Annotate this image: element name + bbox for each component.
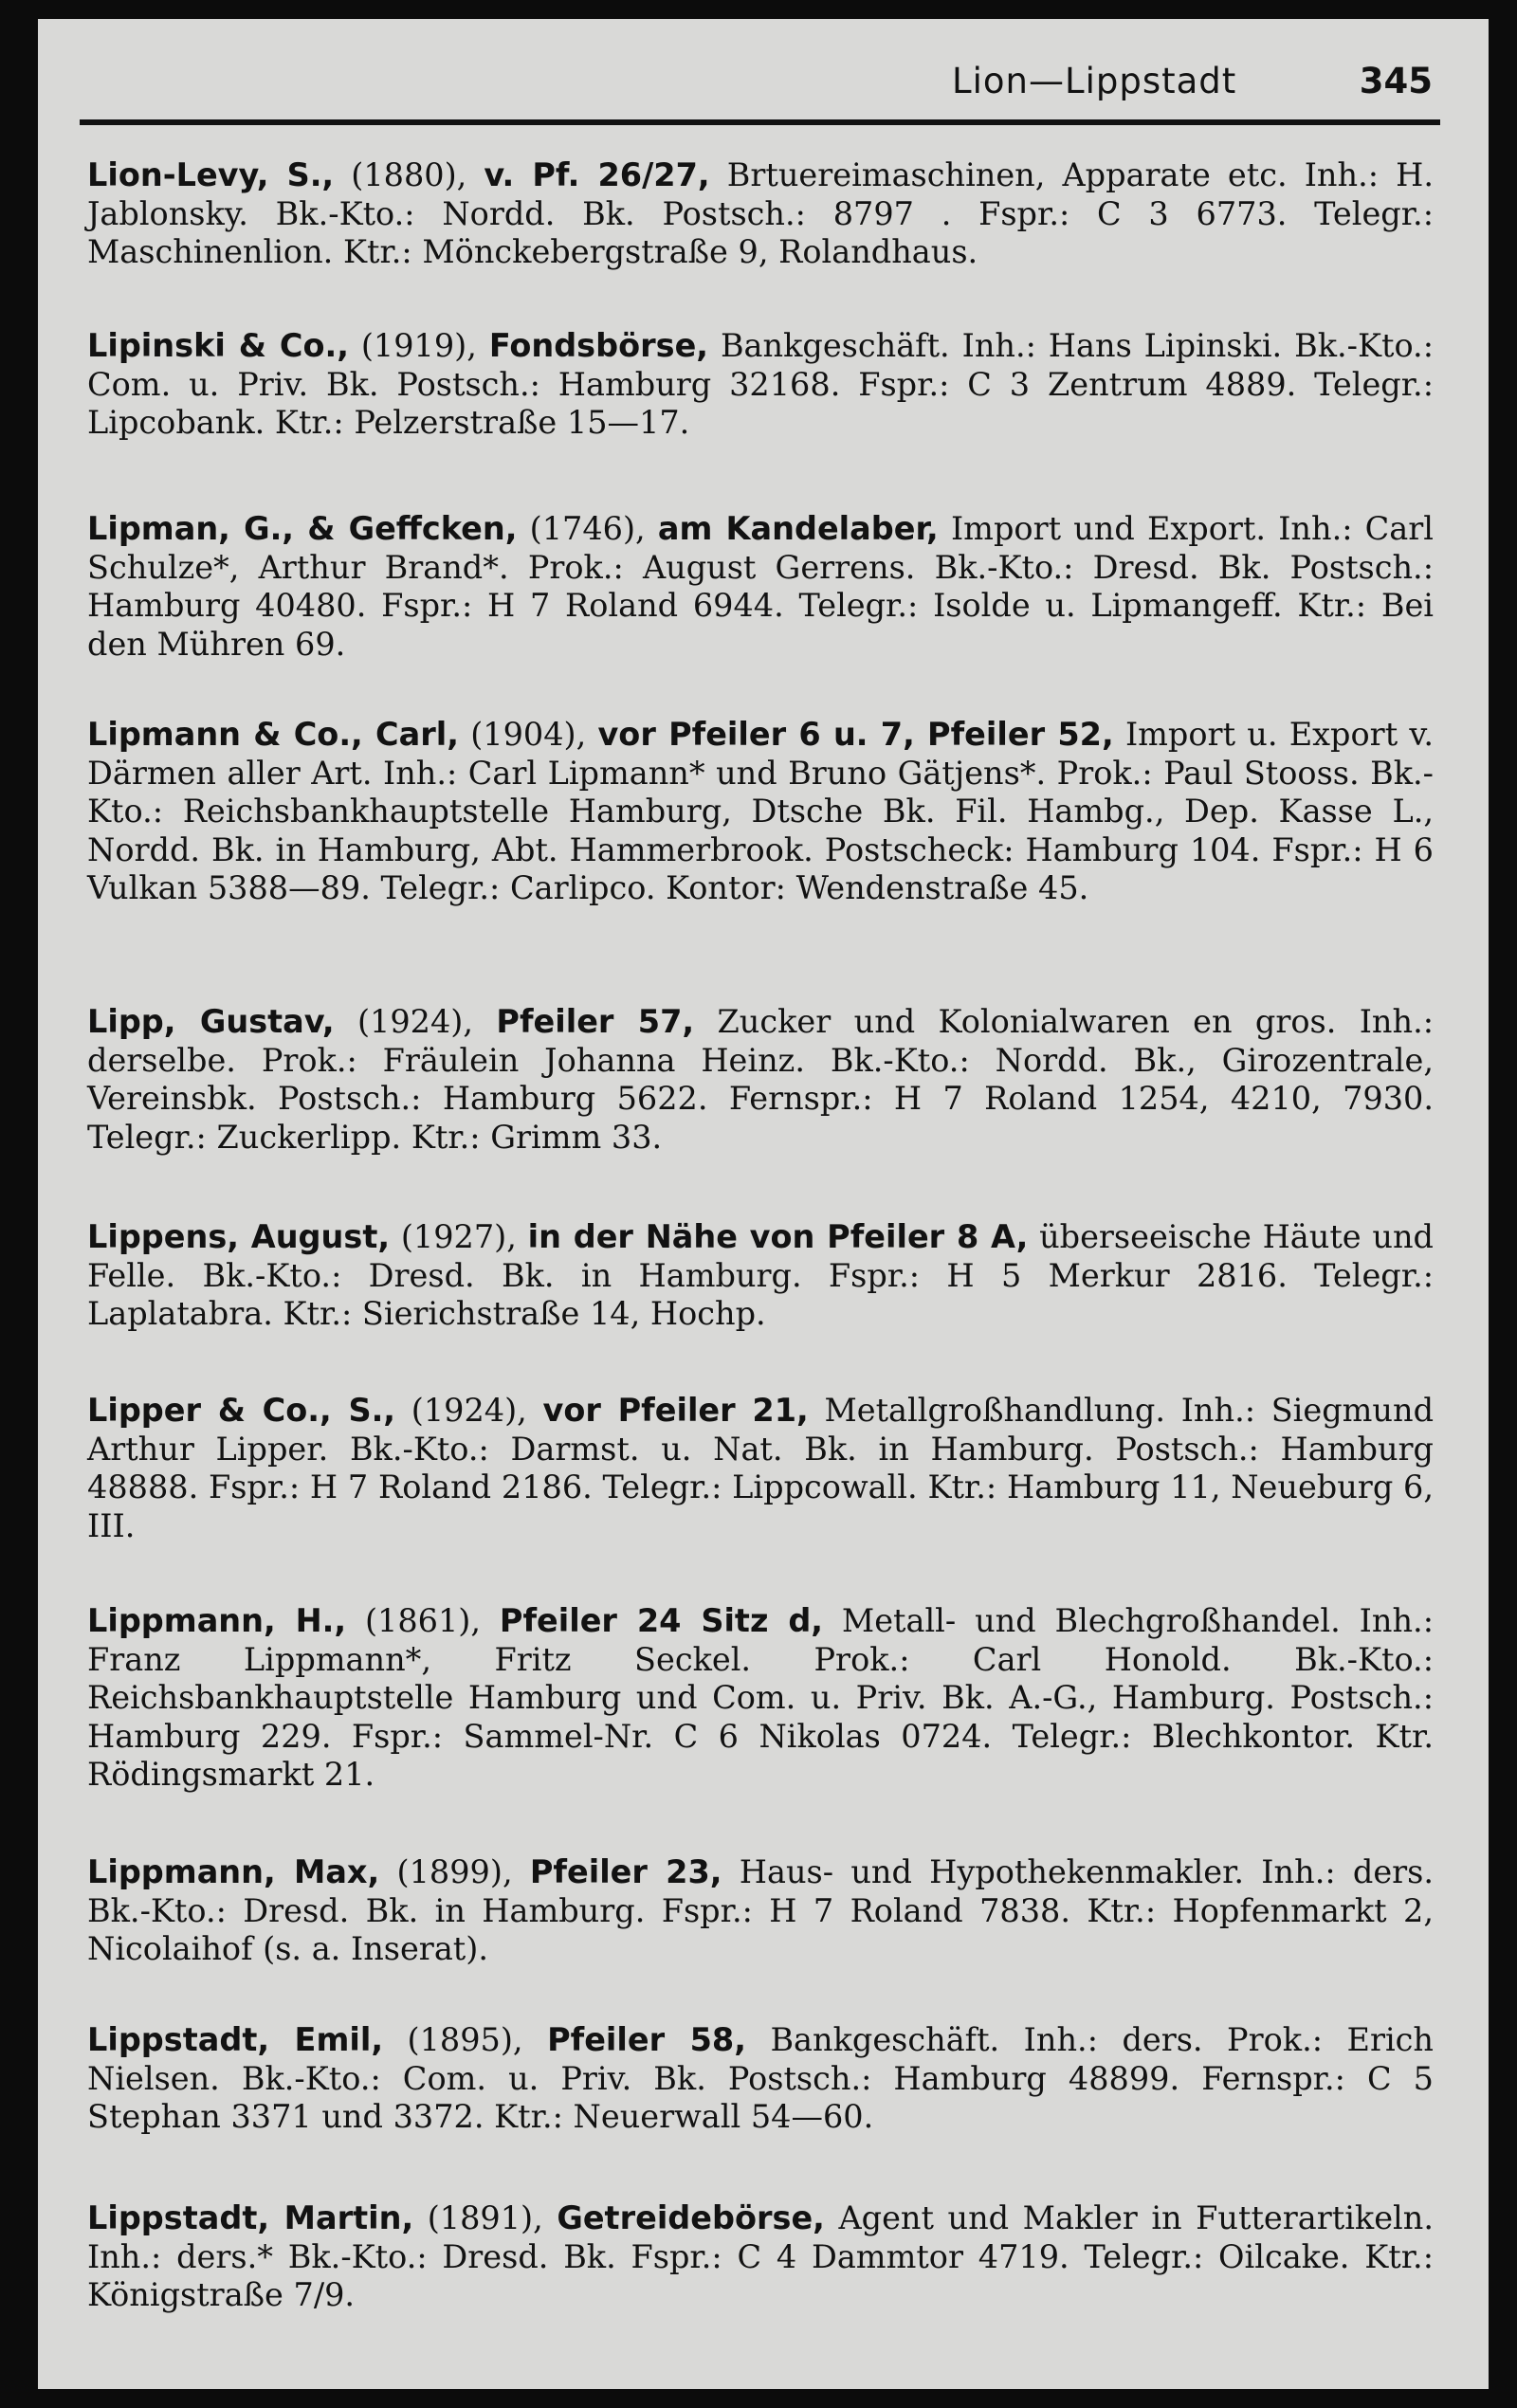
business-location: in der Nähe von Pfeiler 8 A, xyxy=(527,1218,1029,1255)
directory-entry-lipman-geffcken xyxy=(87,510,1434,664)
entry-details: Brtuereimaschinen, Apparate etc. Inh.: H. Jablonsky. Bk.-Kto.: Nordd. Bk. Postsch.: 8797 . Fspr.: C 3 6773. Telegr.: Maschinenlion. Ktr.: Mönckebergstraße 9, Rolandhaus. xyxy=(87,156,1434,270)
founded-year: (1919), xyxy=(360,327,477,364)
entry-details: Haus- und Hypothekenmakler. Inh.: ders. Bk.-Kto.: Dresd. Bk. in Hamburg. Fspr.: H 7 Roland 7838. Ktr.: Hopfenmarkt 2, Nicolaihof (s. a. Inserat). xyxy=(87,1853,1435,1967)
business-location: Pfeiler 58, xyxy=(547,2021,746,2058)
firm-name: Lipp, Gustav, xyxy=(87,1003,335,1040)
entry-details: Metallgroßhandlung. Inh.: Siegmund Arthur Lipper. Bk.-Kto.: Darmst. u. Nat. Bk. in Hamburg. Postsch.: Hamburg 48888. Fspr.: H 7 Roland 2186. Telegr.: Lippcowall. Ktr.: Hamburg 11, Neueburg 6, III. xyxy=(87,1392,1435,1544)
directory-entry-lippstadt-emil xyxy=(87,2021,1434,2137)
business-location: vor Pfeiler 6 u. 7, Pfeiler 52, xyxy=(597,716,1114,753)
business-location: Pfeiler 23, xyxy=(529,1853,722,1890)
firm-name: Lippens, August, xyxy=(87,1218,391,1255)
directory-entry-lipp-gustav xyxy=(87,1003,1434,1157)
business-location: Fondsbörse, xyxy=(488,327,709,364)
entry-details: Metall- und Blechgroßhandel. Inh.: Franz Lippmann*, Fritz Seckel. Prok.: Carl Honold. Bk.-Kto.: Reichsbankhauptstelle Hamburg und Com. u. Priv. Bk. A.-G., Hamburg. Postsch.: Hamburg 229. Fspr.: Sammel-Nr. C 6 Nikolas 0724. Telegr.: Blechkontor. Ktr. Rödingsmarkt 21. xyxy=(87,1602,1434,1793)
directory-entry-lippmann-max xyxy=(87,1853,1434,1969)
page-header xyxy=(80,46,1440,121)
directory-entry-lipmann-carl xyxy=(87,716,1434,908)
entry-details: Bankgeschäft. Inh.: Hans Lipinski. Bk.-Kto.: Com. u. Priv. Bk. Postsch.: Hamburg 32168. Fspr.: C 3 Zentrum 4889. Telegr.: Lipcobank. Ktr.: Pelzerstraße 15—17. xyxy=(87,327,1434,441)
business-location: vor Pfeiler 21, xyxy=(542,1392,809,1429)
business-location: v. Pf. 26/27, xyxy=(484,156,710,193)
business-location: Getreidebörse, xyxy=(557,2199,825,2236)
founded-year: (1895), xyxy=(407,2021,523,2058)
founded-year: (1861), xyxy=(364,1602,482,1639)
firm-name: Lipmann & Co., Carl, xyxy=(87,716,459,753)
founded-year: (1924), xyxy=(356,1003,474,1040)
firm-name: Lipper & Co., S., xyxy=(87,1392,396,1429)
entry-details: Import und Export. Inh.: Carl Schulze*, Arthur Brand*. Prok.: August Gerrens. Bk.-Kto.: Dresd. Bk. Postsch.: Hamburg 40480. Fspr.: H 7 Roland 6944. Telegr.: Isolde u. Lipmangeff. Ktr.: Bei den Mühren 69. xyxy=(87,510,1435,663)
founded-year: (1880), xyxy=(351,156,467,193)
running-header-title: Lion—Lippstadt xyxy=(952,61,1237,101)
directory-page xyxy=(38,19,1489,2389)
header-rule xyxy=(80,119,1440,125)
firm-name: Lippstadt, Martin, xyxy=(87,2199,414,2236)
directory-entry-lippmann-h xyxy=(87,1602,1434,1795)
directory-entry-lion-levy xyxy=(87,156,1434,272)
business-location: Pfeiler 57, xyxy=(496,1003,695,1040)
founded-year: (1899), xyxy=(396,1853,513,1890)
firm-name: Lippmann, Max, xyxy=(87,1853,380,1890)
page-number: 345 xyxy=(1359,61,1433,101)
entry-details: überseeische Häute und Felle. Bk.-Kto.: Dresd. Bk. in Hamburg. Fspr.: H 5 Merkur 2816. Telegr.: Laplatabra. Ktr.: Sierichstraße 14, Hochp. xyxy=(87,1218,1434,1332)
directory-entry-lipper-co xyxy=(87,1392,1434,1545)
founded-year: (1924), xyxy=(411,1392,527,1429)
entry-details: Bankgeschäft. Inh.: ders. Prok.: Erich Nielsen. Bk.-Kto.: Com. u. Priv. Bk. Postsch.: Hamburg 48899. Fernspr.: C 5 Stephan 3371 und 3372. Ktr.: Neuerwall 54—60. xyxy=(87,2021,1435,2135)
entry-details: Import u. Export v. Därmen aller Art. Inh.: Carl Lipmann* und Bruno Gätjens*. Prok.: Paul Stooss. Bk.-Kto.: Reichsbankhauptstelle Hamburg, Dtsche Bk. Fil. Hambg., Dep. Kasse L., Nordd. Bk. in Hamburg, Abt. Hammerbrook. Postscheck: Hamburg 104. Fspr.: H 6 Vulkan 5388—89. Telegr.: Carlipco. Kontor: Wendenstraße 45. xyxy=(87,716,1434,906)
founded-year: (1746), xyxy=(529,510,646,547)
directory-entry-lipinski xyxy=(87,327,1434,443)
directory-entry-lippstadt-martin xyxy=(87,2199,1434,2315)
business-location: am Kandelaber, xyxy=(657,510,939,547)
firm-name: Lippstadt, Emil, xyxy=(87,2021,384,2058)
firm-name: Lion-Levy, S., xyxy=(87,156,335,193)
entry-details: Zucker und Kolonialwaren en gros. Inh.: derselbe. Prok.: Fräulein Johanna Heinz. Bk.-Kto.: Nordd. Bk., Girozentrale, Vereinsbk. Postsch.: Hamburg 5622. Fernspr.: H 7 Roland 1254, 4210, 7930. Telegr.: Zuckerlipp. Ktr.: Grimm 33. xyxy=(87,1003,1435,1156)
firm-name: Lipman, G., & Geffcken, xyxy=(87,510,518,547)
founded-year: (1904), xyxy=(470,716,587,753)
founded-year: (1891), xyxy=(427,2199,543,2236)
founded-year: (1927), xyxy=(400,1218,517,1255)
firm-name: Lipinski & Co., xyxy=(87,327,349,364)
business-location: Pfeiler 24 Sitz d, xyxy=(499,1602,824,1639)
entry-details: Agent und Makler in Futterartikeln. Inh.: ders.* Bk.-Kto.: Dresd. Bk. Fspr.: C 4 Dammtor 4719. Telegr.: Oilcake. Ktr.: Königstraße 7/9. xyxy=(87,2199,1434,2313)
firm-name: Lippmann, H., xyxy=(87,1602,347,1639)
directory-entry-lippens-august xyxy=(87,1218,1434,1334)
